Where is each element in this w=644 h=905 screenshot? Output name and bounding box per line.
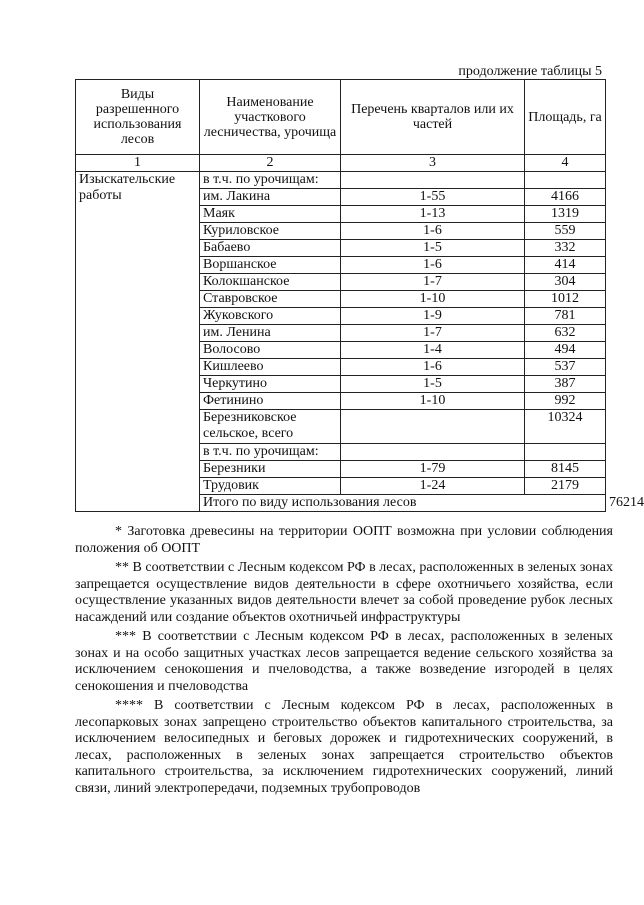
footnote: **** В соответствии с Лесным кодексом РФ в лесах, расположенных в лесопарковых зонах запрещено строительство объектов капитального строительства, за исключением велосипедных и беговых дорожек и гидротехнических сооружений, в лесах, расположенных в зеленых зонах запрещается строительство объектов капитального строительства, за исключением гидротехнических сооружений, линий связи, линий электропередачи, подземных трубопроводов: [75, 698, 613, 796]
tract-quarters: 1-55: [341, 189, 525, 206]
header-area: Площадь, га: [525, 80, 606, 155]
forestry-area: 10324: [525, 410, 606, 444]
tract-area: 1319: [525, 206, 606, 223]
tract-quarters: 1-79: [341, 461, 525, 478]
tract-area: 387: [525, 376, 606, 393]
tract-name: Ставровское: [200, 291, 341, 308]
header-use-type: Виды разрешенного использования лесов: [76, 80, 200, 155]
tract-name: Трудовик: [200, 478, 341, 495]
tract-name: Воршанское: [200, 257, 341, 274]
tract-area: 632: [525, 325, 606, 342]
tract-quarters: 1-9: [341, 308, 525, 325]
footnotes: [75, 524, 613, 797]
forest-use-table: [75, 79, 644, 512]
column-number: 3: [341, 155, 525, 172]
tract-name: Бабаево: [200, 240, 341, 257]
table-row: [76, 172, 606, 189]
tract-name: им. Ленина: [200, 325, 341, 342]
tract-area: 332: [525, 240, 606, 257]
tract-area: 1012: [525, 291, 606, 308]
tract-quarters: 1-10: [341, 393, 525, 410]
tract-quarters: 1-6: [341, 223, 525, 240]
column-number: 1: [76, 155, 200, 172]
tract-area: 559: [525, 223, 606, 240]
tract-name: Черкутино: [200, 376, 341, 393]
tract-quarters: 1-4: [341, 342, 525, 359]
total-row: Итого по виду использования лесов 76214: [76, 495, 606, 512]
tract-area: 781: [525, 308, 606, 325]
tract-name: Кишлеево: [200, 359, 341, 376]
header-row: [76, 80, 606, 155]
use-type-cell: Изыскательские работы: [76, 172, 200, 512]
footnote: *** В соответствии с Лесным кодексом РФ в лесах, расположенных в зеленых зонах и на особо защитных участках лесов запрещается ведение сельского хозяйства за исключением сенокошения и пчеловодства, а также возведение изгородей в целях сенокошения и пчеловодства: [75, 629, 613, 694]
tract-area: 304: [525, 274, 606, 291]
tract-area: 494: [525, 342, 606, 359]
column-number-row: [76, 155, 606, 172]
forestry-name: Березниковское сельское, всего: [200, 410, 341, 444]
column-number: 2: [200, 155, 341, 172]
tract-name: Маяк: [200, 206, 341, 223]
header-forestry-name: Наименование участкового лесничества, урочища: [200, 80, 341, 155]
tract-quarters: 1-5: [341, 376, 525, 393]
tract-quarters: 1-13: [341, 206, 525, 223]
tract-name: Жуковского: [200, 308, 341, 325]
tract-area: 992: [525, 393, 606, 410]
tract-name: Березники: [200, 461, 341, 478]
tract-area: 8145: [525, 461, 606, 478]
tract-name: Колокшанское: [200, 274, 341, 291]
tract-name: Фетинино: [200, 393, 341, 410]
tract-quarters: 1-24: [341, 478, 525, 495]
tract-area: 537: [525, 359, 606, 376]
tract-quarters: 1-7: [341, 274, 525, 291]
tract-quarters: [341, 410, 525, 444]
footnote: * Заготовка древесины на территории ООПТ возможна при условии соблюдения положения об ООПТ: [75, 524, 613, 556]
tract-area: 414: [525, 257, 606, 274]
tract-area: 4166: [525, 189, 606, 206]
sub-header: в т.ч. по урочищам:: [200, 444, 341, 461]
table-caption: продолжение таблицы 5: [458, 64, 602, 79]
total-label: Итого по виду использования лесов: [200, 495, 606, 512]
column-number: 4: [525, 155, 606, 172]
header-quarters: Перечень кварталов или их частей: [341, 80, 525, 155]
tract-quarters: 1-6: [341, 257, 525, 274]
tract-quarters: 1-5: [341, 240, 525, 257]
footnote: ** В соответствии с Лесным кодексом РФ в лесах, расположенных в зеленых зонах запрещается осуществление видов деятельности в сфере охотничьего хозяйства, если осуществление указанных видов деятельности влечет за собой проведение рубок лесных насаждений или создание объектов охотничьей инфраструктуры: [75, 560, 613, 625]
tract-quarters: 1-10: [341, 291, 525, 308]
tract-name: им. Лакина: [200, 189, 341, 206]
tract-quarters: 1-7: [341, 325, 525, 342]
tract-name: Волосово: [200, 342, 341, 359]
tract-area: 2179: [525, 478, 606, 495]
tract-quarters: 1-6: [341, 359, 525, 376]
sub-header: в т.ч. по урочищам:: [200, 172, 341, 189]
tract-name: Куриловское: [200, 223, 341, 240]
